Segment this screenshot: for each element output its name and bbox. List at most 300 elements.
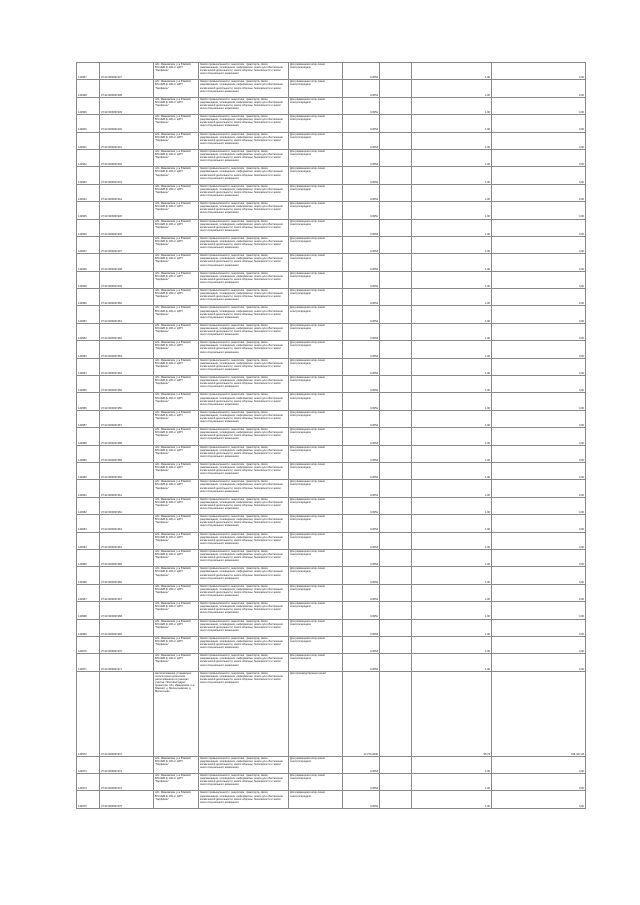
cadastral-number-cell: 37:22:000000:962 (100, 497, 154, 514)
row-number-cell: 143973 (77, 756, 100, 773)
land-category-cell: Земли промышленности, энергетики, транспорта, связи, радиовещания, телевидения, информатики, земли для обеспечения космической деятельности, земли обороны, безопасности и земли иного специального назначения (199, 532, 289, 549)
row-number-cell: 143939 (77, 97, 100, 114)
value-cell: 0,00 (492, 602, 586, 619)
row-number-cell: 143938 (77, 80, 100, 97)
rate-cell: 1,00 (412, 115, 492, 132)
empty-cell (380, 341, 412, 358)
empty-cell (380, 393, 412, 410)
address-cell: обл. Ивановская, р-н Южский, ВЛ-10кВ ф.106 от ЦРП "Гарфинон" (154, 115, 199, 132)
land-category-cell: Земли промышленности, энергетики, транспорта, связи, радиовещания, телевидения, информатики, земли для обеспечения космической деятельности, земли обороны, безопасности и земли иного специального назначения (199, 289, 289, 306)
row-number-cell: 143952 (77, 323, 100, 340)
area-cell: 0,0054 (343, 774, 380, 791)
row-number-cell: 143945 (77, 202, 100, 219)
value-cell: 0,00 (492, 306, 586, 323)
table-row (77, 584, 586, 601)
value-cell: 0,00 (492, 584, 586, 601)
rate-cell: 35,72 (412, 671, 492, 756)
area-cell: 0,0054 (343, 358, 380, 375)
table-row (77, 428, 586, 445)
row-number-cell: 143949 (77, 271, 100, 288)
address-cell: обл. Ивановская, р-н Южский, ВЛ-10кВ ф.106 от ЦРП "Гарфинон" (154, 549, 199, 566)
empty-cell (380, 791, 412, 808)
table-row (77, 341, 586, 358)
area-cell: 0,0054 (343, 376, 380, 393)
land-category-cell: Земли промышленности, энергетики, транспорта, связи, радиовещания, телевидения, информатики, земли для обеспечения космической деятельности, земли обороны, безопасности и земли иного специального назначения (199, 341, 289, 358)
permitted-use-cell: Для размещения опор линии электропередачи (289, 323, 343, 340)
table-row (77, 756, 586, 773)
land-category-cell: Земли промышленности, энергетики, транспорта, связи, радиовещания, телевидения, информатики, земли для обеспечения космической деятельности, земли обороны, безопасности и земли иного специального назначения (199, 791, 289, 808)
permitted-use-cell: Для размещения опор линии электропередачи (289, 497, 343, 514)
row-number-cell: 143946 (77, 219, 100, 236)
permitted-use-cell: Для размещения опор линии электропередачи (289, 376, 343, 393)
value-cell: 438 427,28 (492, 671, 586, 756)
address-cell: обл. Ивановская, р-н Южский, ВЛ-10кВ ф.106 от ЦРП "Гарфинон" (154, 271, 199, 288)
cadastral-number-cell: 37:22:000000:937 (100, 63, 154, 80)
table-row (77, 289, 586, 306)
address-cell: обл. Ивановская, р-н Южский, ВЛ-10кВ ф.106 от ЦРП "Гарфинон" (154, 462, 199, 479)
cadastral-number-cell: 37:22:000000:958 (100, 428, 154, 445)
area-cell: 0,0054 (343, 306, 380, 323)
land-category-cell: Земли промышленности, энергетики, транспорта, связи, радиовещания, телевидения, информатики, земли для обеспечения космической деятельности, земли обороны, безопасности и земли иного специального назначения (199, 254, 289, 271)
permitted-use-cell: Для размещения опор линии электропередачи (289, 289, 343, 306)
rate-cell: 1,00 (412, 184, 492, 201)
rate-cell: 1,00 (412, 306, 492, 323)
table-row (77, 149, 586, 166)
row-number-cell: 143974 (77, 774, 100, 791)
area-cell: 0,0054 (343, 602, 380, 619)
empty-cell (380, 584, 412, 601)
value-cell: 0,00 (492, 236, 586, 253)
cadastral-number-cell: 37:22:000000:947 (100, 236, 154, 253)
rate-cell: 1,00 (412, 323, 492, 340)
address-cell: обл. Ивановская, р-н Южский, ВЛ-10кВ ф.106 от ЦРП "Гарфинон" (154, 497, 199, 514)
land-category-cell: Земли промышленности, энергетики, транспорта, связи, радиовещания, телевидения, информатики, земли для обеспечения космической деятельности, земли обороны, безопасности и земли иного специального назначения (199, 445, 289, 462)
value-cell: 0,00 (492, 202, 586, 219)
area-cell: 0,0054 (343, 236, 380, 253)
permitted-use-cell: Для размещения опор линии электропередачи (289, 271, 343, 288)
land-category-cell: Земли промышленности, энергетики, транспорта, связи, радиовещания, телевидения, информатики, земли для обеспечения космической деятельности, земли обороны, безопасности и земли иного специального назначения (199, 567, 289, 584)
permitted-use-cell: Для размещения опор линии электропередачи (289, 410, 343, 427)
address-cell: обл. Ивановская, р-н Южский, ВЛ-10кВ ф.106 от ЦРП "Гарфинон" (154, 184, 199, 201)
cadastral-number-cell: 37:22:000000:961 (100, 480, 154, 497)
table-row (77, 619, 586, 636)
land-category-cell: Земли промышленности, энергетики, транспорта, связи, радиовещания, телевидения, информатики, земли для обеспечения космической деятельности, земли обороны, безопасности и земли иного специального назначения (199, 271, 289, 288)
permitted-use-cell: Для размещения опор линии электропередачи (289, 393, 343, 410)
permitted-use-cell: Для размещения опор линии электропередачи (289, 63, 343, 80)
row-number-cell: 143942 (77, 149, 100, 166)
table-row (77, 167, 586, 184)
row-number-cell: 143951 (77, 306, 100, 323)
empty-cell (380, 167, 412, 184)
empty-cell (380, 271, 412, 288)
table-row (77, 376, 586, 393)
row-number-cell: 143964 (77, 532, 100, 549)
table-row (77, 791, 586, 808)
rate-cell: 1,00 (412, 393, 492, 410)
area-cell: 0,0054 (343, 254, 380, 271)
value-cell: 0,00 (492, 756, 586, 773)
area-cell: 0,0054 (343, 63, 380, 80)
land-category-cell: Земли промышленности, энергетики, транспорта, связи, радиовещания, телевидения, информатики, земли для обеспечения космической деятельности, земли обороны, безопасности и земли иного специального назначения (199, 167, 289, 184)
permitted-use-cell: Для размещения опор линии электропередачи (289, 567, 343, 584)
table-row (77, 184, 586, 201)
cadastral-number-cell: 37:22:000000:975 (100, 791, 154, 808)
permitted-use-cell: Для размещения опор линии электропередачи (289, 358, 343, 375)
address-cell: обл. Ивановская, р-н Южский, ВЛ-10кВ ф.106 от ЦРП "Гарфинон" (154, 289, 199, 306)
cadastral-number-cell: 37:22:000000:963 (100, 515, 154, 532)
cadastral-number-cell: 37:22:000000:941 (100, 132, 154, 149)
row-number-cell: 143947 (77, 236, 100, 253)
empty-cell (380, 602, 412, 619)
area-cell: 0,0054 (343, 756, 380, 773)
area-cell: 0,0054 (343, 445, 380, 462)
empty-cell (380, 97, 412, 114)
area-cell: 0,0054 (343, 184, 380, 201)
row-number-cell: 143958 (77, 428, 100, 445)
table-row (77, 480, 586, 497)
permitted-use-cell: Для размещения опор линии электропередачи (289, 480, 343, 497)
row-number-cell: 143940 (77, 115, 100, 132)
land-category-cell: Земли промышленности, энергетики, транспорта, связи, радиовещания, телевидения, информатики, земли для обеспечения космической деятельности, земли обороны, безопасности и земли иного специального назначения (199, 584, 289, 601)
empty-cell (380, 428, 412, 445)
empty-cell (380, 202, 412, 219)
cadastral-number-cell: 37:22:000000:965 (100, 549, 154, 566)
cadastral-number-cell: 37:22:000000:951 (100, 306, 154, 323)
row-number-cell: 143959 (77, 445, 100, 462)
cadastral-number-cell: 37:22:000000:938 (100, 80, 154, 97)
area-cell: 0,0054 (343, 654, 380, 671)
area-cell: 0,0054 (343, 132, 380, 149)
rate-cell: 1,00 (412, 254, 492, 271)
row-number-cell: 143944 (77, 184, 100, 201)
value-cell: 0,00 (492, 184, 586, 201)
land-category-cell: Земли промышленности, энергетики, транспорта, связи, радиовещания, телевидения, информатики, земли для обеспечения космической деятельности, земли обороны, безопасности и земли иного специального назначения (199, 97, 289, 114)
row-number-cell: 143937 (77, 63, 100, 80)
land-category-cell: Земли промышленности, энергетики, транспорта, связи, радиовещания, телевидения, информатики, земли для обеспечения космической деятельности, земли обороны, безопасности и земли иного специального назначения (199, 115, 289, 132)
rate-cell: 1,00 (412, 497, 492, 514)
area-cell: 0,0054 (343, 515, 380, 532)
rate-cell: 1,00 (412, 167, 492, 184)
row-number-cell: 143966 (77, 567, 100, 584)
address-cell: обл. Ивановская, р-н Южский, ВЛ-10кВ ф.106 от ЦРП "Гарфинон" (154, 97, 199, 114)
address-cell: местоположение установлено относительно ориентира, расположенного в границах участка. Почтовый адрес ориентира: обл. Ивановская, р-н Южский, д. Мелентьевская, д. Мелентьево (154, 671, 199, 756)
rate-cell: 1,00 (412, 428, 492, 445)
row-number-cell: 143962 (77, 497, 100, 514)
table-row (77, 80, 586, 97)
table-row (77, 236, 586, 253)
address-cell: обл. Ивановская, р-н Южский, ВЛ-10кВ ф.106 от ЦРП "Гарфинон" (154, 602, 199, 619)
land-category-cell: Земли промышленности, энергетики, транспорта, связи, радиовещания, телевидения, информатики, земли для обеспечения космической деятельности, земли обороны, безопасности и земли иного специального назначения (199, 756, 289, 773)
address-cell: обл. Ивановская, р-н Южский, ВЛ-10кВ ф.106 от ЦРП "Гарфинон" (154, 236, 199, 253)
rate-cell: 1,00 (412, 774, 492, 791)
table-row (77, 774, 586, 791)
row-number-cell: 143954 (77, 358, 100, 375)
table-row (77, 115, 586, 132)
area-cell: 0,0054 (343, 271, 380, 288)
permitted-use-cell: Для размещения опор линии электропередачи (289, 236, 343, 253)
rate-cell: 1,00 (412, 149, 492, 166)
value-cell: 0,00 (492, 410, 586, 427)
address-cell: обл. Ивановская, р-н Южский, ВЛ-10кВ ф.106 от ЦРП "Гарфинон" (154, 202, 199, 219)
land-category-cell: Земли промышленности, энергетики, транспорта, связи, радиовещания, телевидения, информатики, земли для обеспечения космической деятельности, земли обороны, безопасности и земли иного специального назначения (199, 306, 289, 323)
address-cell: обл. Ивановская, р-н Южский, ВЛ-10кВ ф.106 от ЦРП "Гарфинон" (154, 323, 199, 340)
land-category-cell: Земли промышленности, энергетики, транспорта, связи, радиовещания, телевидения, информатики, земли для обеспечения космической деятельности, земли обороны, безопасности и земли иного специального назначения (199, 619, 289, 636)
address-cell: обл. Ивановская, р-н Южский, ВЛ-10кВ ф.106 от ЦРП "Гарфинон" (154, 254, 199, 271)
value-cell: 0,00 (492, 376, 586, 393)
table-row (77, 532, 586, 549)
table-row (77, 636, 586, 653)
cadastral-number-cell: 37:22:000000:973 (100, 756, 154, 773)
empty-cell (380, 756, 412, 773)
rate-cell: 1,00 (412, 636, 492, 653)
land-category-cell: Земли промышленности, энергетики, транспорта, связи, радиовещания, телевидения, информатики, земли для обеспечения космической деятельности, земли обороны, безопасности и земли иного специального назначения (199, 202, 289, 219)
row-number-cell: 143963 (77, 515, 100, 532)
area-cell: 0,0054 (343, 97, 380, 114)
rate-cell: 1,00 (412, 445, 492, 462)
land-category-cell: Земли промышленности, энергетики, транспорта, связи, радиовещания, телевидения, информатики, земли для обеспечения космической деятельности, земли обороны, безопасности и земли иного специального назначения (199, 393, 289, 410)
land-category-cell: Земли промышленности, энергетики, транспорта, связи, радиовещания, телевидения, информатики, земли для обеспечения космической деятельности, земли обороны, безопасности и земли иного специального назначения (199, 549, 289, 566)
row-number-cell: 143941 (77, 132, 100, 149)
cadastral-number-cell: 37:22:000000:971 (100, 654, 154, 671)
value-cell: 0,00 (492, 532, 586, 549)
land-category-cell: Земли промышленности, энергетики, транспорта, связи, радиовещания, телевидения, информатики, земли для обеспечения космической деятельности, земли обороны, безопасности и земли иного специального назначения (199, 602, 289, 619)
empty-cell (380, 654, 412, 671)
permitted-use-cell: Для размещения опор линии электропередачи (289, 80, 343, 97)
row-number-cell: 143957 (77, 410, 100, 427)
rate-cell: 1,00 (412, 549, 492, 566)
empty-cell (380, 236, 412, 253)
empty-cell (380, 480, 412, 497)
area-cell: 0,0054 (343, 462, 380, 479)
rate-cell: 1,00 (412, 97, 492, 114)
rate-cell: 1,00 (412, 756, 492, 773)
address-cell: обл. Ивановская, р-н Южский, ВЛ-10кВ ф.106 от ЦРП "Гарфинон" (154, 149, 199, 166)
area-cell: 0,0054 (343, 202, 380, 219)
table-row (77, 602, 586, 619)
value-cell: 0,00 (492, 341, 586, 358)
cadastral-number-cell: 37:22:000000:964 (100, 532, 154, 549)
area-cell: 0,0054 (343, 480, 380, 497)
permitted-use-cell: Для размещения опор линии электропередачи (289, 115, 343, 132)
cadastral-number-cell: 37:22:000000:954 (100, 358, 154, 375)
empty-cell (380, 445, 412, 462)
empty-cell (380, 80, 412, 97)
land-category-cell: Земли промышленности, энергетики, транспорта, связи, радиовещания, телевидения, информатики, земли для обеспечения космической деятельности, земли обороны, безопасности и земли иного специального назначения (199, 515, 289, 532)
cadastral-number-cell: 37:22:000000:966 (100, 567, 154, 584)
address-cell: обл. Ивановская, р-н Южский, ВЛ-10кВ ф.106 от ЦРП "Гарфинон" (154, 756, 199, 773)
permitted-use-cell: Для размещения опор линии электропередачи (289, 306, 343, 323)
cadastral-number-cell: 37:22:000000:943 (100, 167, 154, 184)
cadastral-number-cell: 37:22:000000:939 (100, 97, 154, 114)
permitted-use-cell: Для размещения опор линии электропередачи (289, 636, 343, 653)
land-registry-table (76, 62, 586, 809)
land-category-cell: Земли промышленности, энергетики, транспорта, связи, радиовещания, телевидения, информатики, земли для обеспечения космической деятельности, земли обороны, безопасности и земли иного специального назначения (199, 149, 289, 166)
row-number-cell: 143965 (77, 549, 100, 566)
permitted-use-cell: Для размещения опор линии электропередачи (289, 584, 343, 601)
cadastral-number-cell: 37:22:000000:960 (100, 462, 154, 479)
empty-cell (380, 149, 412, 166)
address-cell: обл. Ивановская, р-н Южский, ВЛ-10кВ ф.106 от ЦРП "Гарфинон" (154, 515, 199, 532)
area-cell: 0,0054 (343, 497, 380, 514)
value-cell: 0,00 (492, 323, 586, 340)
value-cell: 0,00 (492, 428, 586, 445)
empty-cell (380, 289, 412, 306)
cadastral-number-cell: 37:22:000000:940 (100, 115, 154, 132)
empty-cell (380, 184, 412, 201)
cadastral-number-cell: 37:22:000000:948 (100, 254, 154, 271)
value-cell: 0,00 (492, 619, 586, 636)
rate-cell: 1,00 (412, 584, 492, 601)
address-cell: обл. Ивановская, р-н Южский, ВЛ-10кВ ф.106 от ЦРП "Гарфинон" (154, 132, 199, 149)
empty-cell (380, 497, 412, 514)
permitted-use-cell: Для размещения опор линии электропередачи (289, 149, 343, 166)
value-cell: 0,00 (492, 97, 586, 114)
table-row (77, 219, 586, 236)
area-cell: 0,0054 (343, 80, 380, 97)
row-number-cell: 143955 (77, 376, 100, 393)
rate-cell: 1,00 (412, 480, 492, 497)
land-category-cell: Земли промышленности, энергетики, транспорта, связи, радиовещания, телевидения, информатики, земли для обеспечения космической деятельности, земли обороны, безопасности и земли иного специального назначения (199, 410, 289, 427)
table-row (77, 567, 586, 584)
area-cell: 0,0054 (343, 584, 380, 601)
address-cell: обл. Ивановская, р-н Южский, ВЛ-10кВ ф.106 от ЦРП "Гарфинон" (154, 584, 199, 601)
value-cell: 0,00 (492, 393, 586, 410)
rate-cell: 1,00 (412, 462, 492, 479)
permitted-use-cell: Для размещения опор линии электропередачи (289, 445, 343, 462)
value-cell: 0,00 (492, 167, 586, 184)
empty-cell (380, 774, 412, 791)
cadastral-number-cell: 37:22:000000:957 (100, 410, 154, 427)
address-cell: обл. Ивановская, р-н Южский, ВЛ-10кВ ф.106 от ЦРП "Гарфинон" (154, 219, 199, 236)
row-number-cell: 143971 (77, 654, 100, 671)
value-cell: 0,00 (492, 515, 586, 532)
value-cell: 0,00 (492, 497, 586, 514)
cadastral-number-cell: 37:22:000000:953 (100, 341, 154, 358)
empty-cell (380, 462, 412, 479)
address-cell: обл. Ивановская, р-н Южский, ВЛ-10кВ ф.106 от ЦРП "Гарфинон" (154, 306, 199, 323)
permitted-use-cell: Для размещения опор линии электропередачи (289, 756, 343, 773)
area-cell: 0,0054 (343, 549, 380, 566)
area-cell: 0,0054 (343, 149, 380, 166)
permitted-use-cell: Для размещения опор линии электропередачи (289, 341, 343, 358)
cadastral-number-cell: 37:22:000000:949 (100, 271, 154, 288)
rate-cell: 1,00 (412, 358, 492, 375)
empty-cell (380, 619, 412, 636)
address-cell: обл. Ивановская, р-н Южский, ВЛ-10кВ ф.106 от ЦРП "Гарфинон" (154, 167, 199, 184)
permitted-use-cell: Для размещения опор линии электропередачи (289, 97, 343, 114)
value-cell: 0,00 (492, 791, 586, 808)
area-cell: 0,0054 (343, 219, 380, 236)
rate-cell: 1,00 (412, 202, 492, 219)
cadastral-number-cell: 37:22:000000:956 (100, 393, 154, 410)
permitted-use-cell: Для размещения опор линии электропередачи (289, 602, 343, 619)
land-category-cell: Земли промышленности, энергетики, транспорта, связи, радиовещания, телевидения, информатики, земли для обеспечения космической деятельности, земли обороны, безопасности и земли иного специального назначения (199, 462, 289, 479)
cadastral-number-cell: 37:22:000000:969 (100, 619, 154, 636)
table-row (77, 271, 586, 288)
address-cell: обл. Ивановская, р-н Южский, ВЛ-10кВ ф.106 от ЦРП "Гарфинон" (154, 791, 199, 808)
empty-cell (380, 549, 412, 566)
table-row (77, 671, 586, 756)
value-cell: 0,00 (492, 271, 586, 288)
table-body (77, 63, 586, 809)
empty-cell (380, 63, 412, 80)
cadastral-number-cell: 37:22:000000:970 (100, 636, 154, 653)
permitted-use-cell: Для размещения опор линии электропередачи (289, 532, 343, 549)
rate-cell: 1,00 (412, 791, 492, 808)
land-category-cell: Земли промышленности, энергетики, транспорта, связи, радиовещания, телевидения, информатики, земли для обеспечения космической деятельности, земли обороны, безопасности и земли иного специального назначения (199, 774, 289, 791)
empty-cell (380, 132, 412, 149)
cadastral-number-cell: 37:22:000000:950 (100, 289, 154, 306)
permitted-use-cell: Для размещения опор линии электропередачи (289, 462, 343, 479)
table-row (77, 97, 586, 114)
value-cell: 0,00 (492, 654, 586, 671)
address-cell: обл. Ивановская, р-н Южский, ВЛ-10кВ ф.106 от ЦРП "Гарфинон" (154, 619, 199, 636)
rate-cell: 1,00 (412, 567, 492, 584)
empty-cell (380, 306, 412, 323)
permitted-use-cell: Для размещения опор линии электропередачи (289, 167, 343, 184)
empty-cell (380, 410, 412, 427)
rate-cell: 1,00 (412, 219, 492, 236)
area-cell: 0,0054 (343, 619, 380, 636)
permitted-use-cell: Для размещения опор линии электропередачи (289, 515, 343, 532)
value-cell: 0,00 (492, 549, 586, 566)
rate-cell: 1,00 (412, 602, 492, 619)
table-row (77, 515, 586, 532)
row-number-cell: 143956 (77, 393, 100, 410)
land-category-cell: Земли промышленности, энергетики, транспорта, связи, радиовещания, телевидения, информатики, земли для обеспечения космической деятельности, земли обороны, безопасности и земли иного специального назначения (199, 132, 289, 149)
address-cell: обл. Ивановская, р-н Южский, ВЛ-10кВ ф.106 от ЦРП "Гарфинон" (154, 532, 199, 549)
row-number-cell: 143967 (77, 584, 100, 601)
cadastral-number-cell: 37:22:000000:945 (100, 202, 154, 219)
row-number-cell: 143968 (77, 602, 100, 619)
permitted-use-cell: Для размещения опор линии электропередачи (289, 791, 343, 808)
land-category-cell: Земли промышленности, энергетики, транспорта, связи, радиовещания, телевидения, информатики, земли для обеспечения космической деятельности, земли обороны, безопасности и земли иного специального назначения (199, 63, 289, 80)
address-cell: обл. Ивановская, р-н Южский, ВЛ-10кВ ф.106 от ЦРП "Гарфинон" (154, 376, 199, 393)
address-cell: обл. Ивановская, р-н Южский, ВЛ-10кВ ф.106 от ЦРП "Гарфинон" (154, 393, 199, 410)
land-category-cell: Земли промышленности, энергетики, транспорта, связи, радиовещания, телевидения, информатики, земли для обеспечения космической деятельности, земли обороны, безопасности и земли иного специального назначения (199, 376, 289, 393)
area-cell: 12 274,0000 (343, 671, 380, 756)
land-category-cell: Земли промышленности, энергетики, транспорта, связи, радиовещания, телевидения, информатики, земли для обеспечения космической деятельности, земли обороны, безопасности и земли иного специального назначения (199, 358, 289, 375)
value-cell: 0,00 (492, 462, 586, 479)
table-row (77, 445, 586, 462)
address-cell: обл. Ивановская, р-н Южский, ВЛ-10кВ ф.106 от ЦРП "Гарфинон" (154, 410, 199, 427)
land-category-cell: Земли промышленности, энергетики, транспорта, связи, радиовещания, телевидения, информатики, земли для обеспечения космической деятельности, земли обороны, безопасности и земли иного специального назначения (199, 323, 289, 340)
address-cell: обл. Ивановская, р-н Южский, ВЛ-10кВ ф.106 от ЦРП "Гарфинон" (154, 445, 199, 462)
cadastral-number-cell: 37:22:000000:942 (100, 149, 154, 166)
area-cell: 0,0054 (343, 428, 380, 445)
permitted-use-cell: Для размещения опор линии электропередачи (289, 184, 343, 201)
cadastral-number-cell: 37:22:000000:955 (100, 376, 154, 393)
value-cell: 0,00 (492, 480, 586, 497)
area-cell: 0,0054 (343, 393, 380, 410)
table-row (77, 497, 586, 514)
address-cell: обл. Ивановская, р-н Южский, ВЛ-10кВ ф.106 от ЦРП "Гарфинон" (154, 480, 199, 497)
rate-cell: 1,00 (412, 80, 492, 97)
rate-cell: 1,00 (412, 532, 492, 549)
cadastral-number-cell: 37:22:000000:974 (100, 774, 154, 791)
rate-cell: 1,00 (412, 619, 492, 636)
land-category-cell: Земли промышленности, энергетики, транспорта, связи, радиовещания, телевидения, информатики, земли для обеспечения космической деятельности, земли обороны, безопасности и земли иного специального назначения (199, 671, 289, 756)
empty-cell (380, 376, 412, 393)
area-cell: 0,0054 (343, 167, 380, 184)
permitted-use-cell: Для размещения опор линии электропередачи (289, 254, 343, 271)
permitted-use-cell: Для размещения опор линии электропередачи (289, 774, 343, 791)
rate-cell: 1,00 (412, 515, 492, 532)
table-row (77, 654, 586, 671)
value-cell: 0,00 (492, 774, 586, 791)
permitted-use-cell: Для размещения опор линии электропередачи (289, 219, 343, 236)
address-cell: обл. Ивановская, р-н Южский, ВЛ-10кВ ф.106 от ЦРП "Гарфинон" (154, 654, 199, 671)
